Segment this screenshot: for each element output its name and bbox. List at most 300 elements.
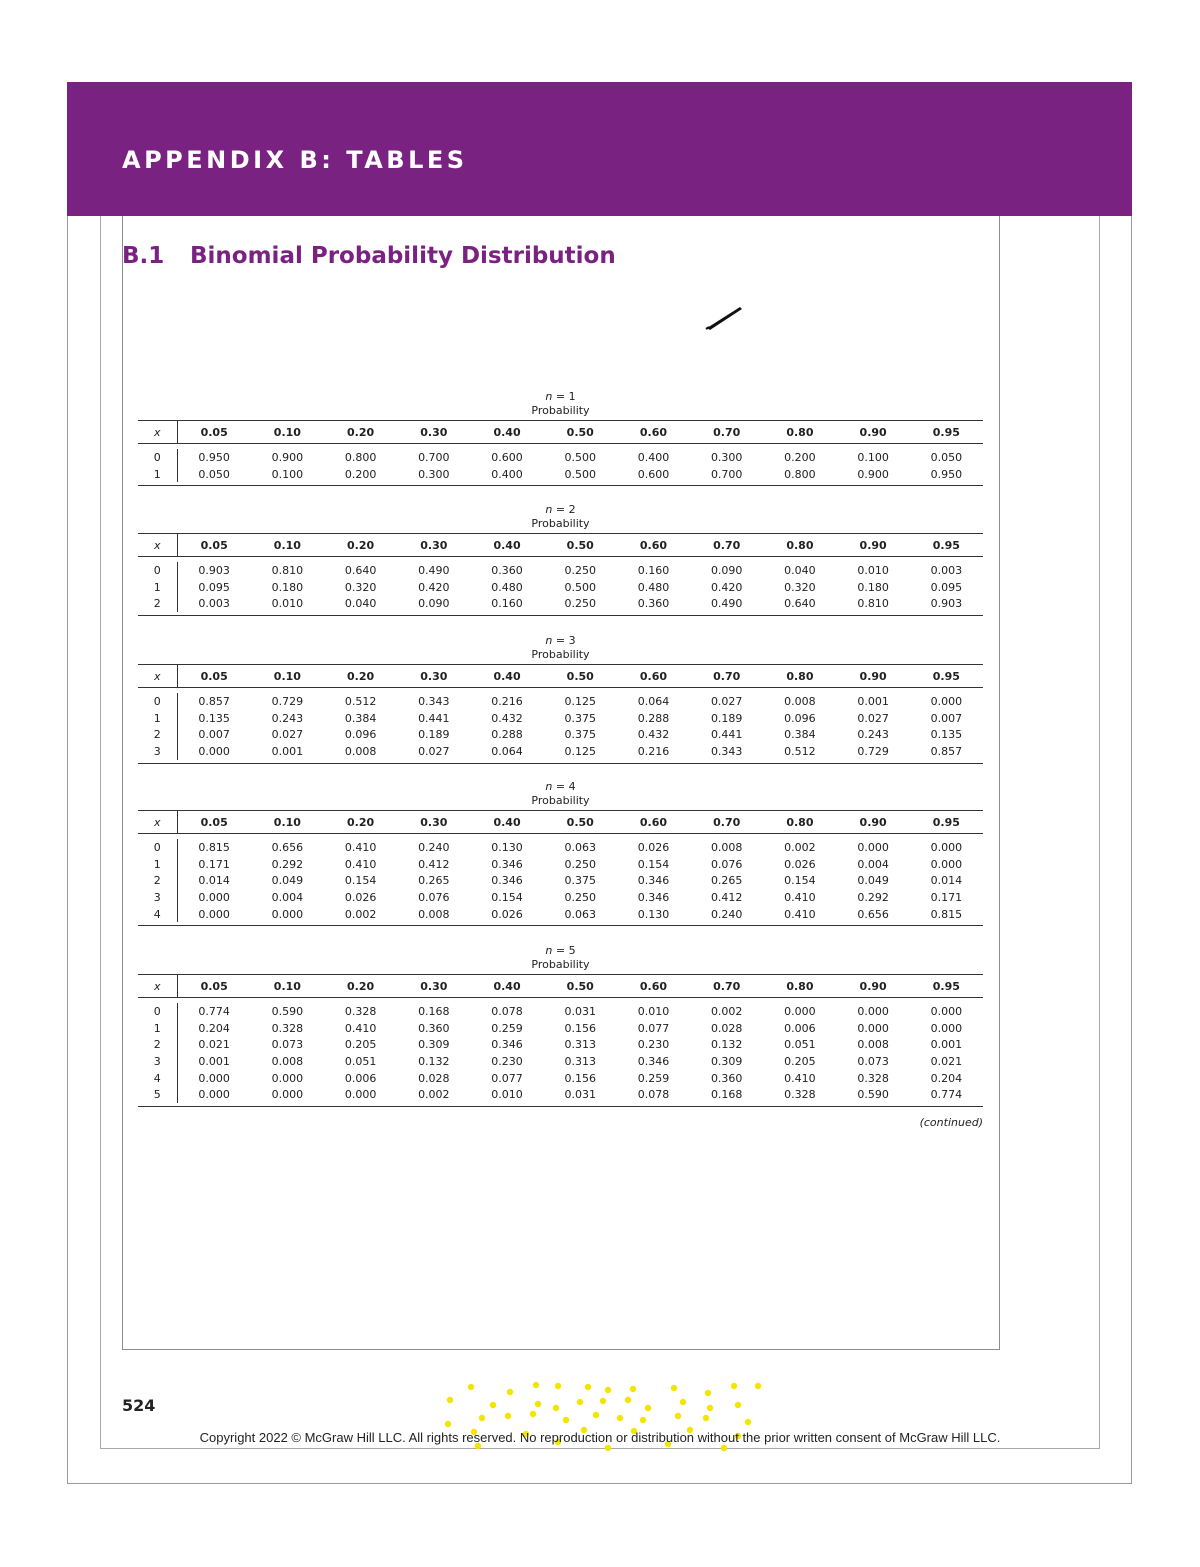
probability-column-header: 0.20 <box>347 669 375 683</box>
probability-cell: 0.171 <box>198 857 230 871</box>
probability-cell: 0.000 <box>930 694 963 708</box>
probability-cell: 0.007 <box>198 728 230 742</box>
yellow-dot <box>553 1405 559 1411</box>
n-value: = 5 <box>552 944 576 957</box>
probability-cell: 0.180 <box>271 580 304 594</box>
probability-cell: 0.810 <box>857 597 889 611</box>
table-grid <box>138 974 983 1107</box>
yellow-dot <box>555 1383 561 1389</box>
x-value-cell: 1 <box>138 579 178 596</box>
probability-cell: 0.028 <box>710 1021 743 1035</box>
probability-column-header: 0.20 <box>347 538 375 552</box>
probability-cell: 0.288 <box>637 711 670 725</box>
probability-cell: 0.360 <box>637 597 670 611</box>
probability-cell: 0.008 <box>271 1054 304 1068</box>
probability-cell: 0.346 <box>637 1054 670 1068</box>
probability-column-header: 0.05 <box>200 669 228 683</box>
probability-column-header: 0.40 <box>493 979 521 993</box>
yellow-dot <box>490 1402 496 1408</box>
x-column-header: x <box>138 534 178 556</box>
yellow-dot <box>630 1386 636 1392</box>
probability-cell: 0.096 <box>784 711 816 725</box>
probability-cell: 0.309 <box>418 1038 450 1052</box>
x-value-cell: 2 <box>138 872 178 889</box>
probability-cell: 0.292 <box>857 890 889 904</box>
probability-cell: 0.095 <box>930 580 963 594</box>
probability-column-header: 0.70 <box>713 669 741 683</box>
probability-cell: 0.250 <box>564 890 596 904</box>
probability-cell: 0.050 <box>930 450 963 464</box>
x-column-header: x <box>138 421 178 443</box>
probability-cell: 0.064 <box>491 744 523 758</box>
binomial-table <box>138 390 983 486</box>
yellow-dot <box>705 1390 711 1396</box>
probability-cell: 0.000 <box>198 1071 230 1085</box>
probability-cell: 0.006 <box>784 1021 816 1035</box>
probability-cell: 0.400 <box>637 450 670 464</box>
yellow-dot <box>735 1402 741 1408</box>
probability-cell: 0.480 <box>491 580 523 594</box>
probability-cell: 0.008 <box>344 744 377 758</box>
probability-cell: 0.026 <box>491 907 523 921</box>
probability-cell: 0.000 <box>857 1021 889 1035</box>
probability-cell: 0.343 <box>418 694 450 708</box>
n-label <box>138 944 983 958</box>
table-header-row <box>138 665 983 688</box>
probability-column-header: 0.40 <box>493 815 521 829</box>
x-value-cell: 1 <box>138 466 178 483</box>
probability-cell: 0.375 <box>564 711 596 725</box>
probability-cell: 0.073 <box>271 1038 304 1052</box>
probability-cell: 0.700 <box>710 467 743 481</box>
yellow-dot <box>671 1385 677 1391</box>
probability-cell: 0.950 <box>930 467 963 481</box>
probability-column-header: 0.10 <box>273 425 301 439</box>
table-row <box>138 1036 983 1053</box>
frame-inner-right-rule <box>1099 216 1100 1449</box>
table-row <box>138 889 983 906</box>
yellow-dot <box>645 1405 651 1411</box>
yellow-dot <box>721 1445 727 1451</box>
probability-cell: 0.125 <box>564 694 596 708</box>
table-grid <box>138 420 983 486</box>
yellow-dot <box>507 1389 513 1395</box>
probability-cell: 0.432 <box>637 728 670 742</box>
probability-cell: 0.346 <box>491 857 523 871</box>
probability-column-header: 0.05 <box>200 538 228 552</box>
probability-cell: 0.100 <box>857 450 889 464</box>
yellow-dot <box>731 1383 737 1389</box>
probability-cell: 0.216 <box>637 744 670 758</box>
yellow-dot <box>605 1445 611 1451</box>
yellow-dot <box>535 1401 541 1407</box>
probability-column-header: 0.60 <box>639 538 668 552</box>
probability-cell: 0.076 <box>710 857 743 871</box>
probability-cell: 0.729 <box>857 744 889 758</box>
probability-cell: 0.810 <box>271 563 304 577</box>
section-title: Binomial Probability Distribution <box>190 243 616 269</box>
probability-cell: 0.903 <box>198 563 230 577</box>
probability-cell: 0.189 <box>418 728 450 742</box>
table-row <box>138 579 983 596</box>
probability-column-header: 0.50 <box>566 538 594 552</box>
x-value-cell: 2 <box>138 726 178 743</box>
x-value-cell: 3 <box>138 743 178 760</box>
probability-cell: 0.027 <box>418 744 450 758</box>
probability-cell: 0.078 <box>491 1004 523 1018</box>
probability-cell: 0.216 <box>491 694 523 708</box>
probability-column-header: 0.60 <box>639 425 668 439</box>
table-body <box>138 688 983 763</box>
probability-cell: 0.900 <box>271 450 304 464</box>
probability-cell: 0.250 <box>564 563 596 577</box>
table-grid <box>138 664 983 764</box>
probability-cell: 0.154 <box>637 857 670 871</box>
table-header-row <box>138 421 983 444</box>
n-variable: n <box>545 944 553 957</box>
probability-cell: 0.375 <box>564 874 596 888</box>
probability-cell: 0.021 <box>930 1054 963 1068</box>
probability-cell: 0.410 <box>344 840 377 854</box>
probability-cell: 0.292 <box>271 857 304 871</box>
probability-cell: 0.160 <box>637 563 670 577</box>
probability-cell: 0.154 <box>344 874 377 888</box>
probability-cell: 0.903 <box>930 597 963 611</box>
probability-column-header: 0.50 <box>566 815 594 829</box>
probability-cell: 0.857 <box>198 694 230 708</box>
probability-column-header: 0.90 <box>859 815 887 829</box>
probability-cell: 0.500 <box>564 580 596 594</box>
probability-column-header: 0.05 <box>200 815 228 829</box>
table-row <box>138 693 983 710</box>
probability-column-header: 0.05 <box>200 979 228 993</box>
probability-cell: 0.189 <box>710 711 743 725</box>
probability-cell: 0.168 <box>710 1088 743 1102</box>
table-row <box>138 710 983 727</box>
probability-column-header: 0.40 <box>493 538 521 552</box>
probability-column-header: 0.95 <box>932 815 960 829</box>
table-row <box>138 1003 983 1020</box>
probability-cell: 0.320 <box>784 580 816 594</box>
yellow-dot <box>755 1383 761 1389</box>
probability-cell: 0.000 <box>930 857 963 871</box>
probability-cell: 0.204 <box>198 1021 230 1035</box>
probability-column-header: 0.70 <box>713 425 741 439</box>
yellow-dot <box>625 1397 631 1403</box>
probability-cell: 0.132 <box>418 1054 450 1068</box>
probability-cell: 0.640 <box>344 563 377 577</box>
probability-cell: 0.027 <box>710 694 743 708</box>
yellow-dot <box>617 1415 623 1421</box>
probability-cell: 0.490 <box>418 563 450 577</box>
table-row <box>138 839 983 856</box>
probability-column-header: 0.50 <box>566 979 594 993</box>
probability-cell: 0.000 <box>198 1088 230 1102</box>
probability-cell: 0.375 <box>564 728 596 742</box>
x-value-cell: 0 <box>138 1003 178 1020</box>
table-grid <box>138 533 983 616</box>
probability-cell: 0.096 <box>344 728 377 742</box>
probability-cell: 0.328 <box>271 1021 304 1035</box>
yellow-dot <box>563 1417 569 1423</box>
n-value: = 2 <box>552 503 576 516</box>
x-value-cell: 1 <box>138 856 178 873</box>
table-row <box>138 1070 983 1087</box>
probability-column-header: 0.95 <box>932 538 960 552</box>
n-label <box>138 390 983 404</box>
probability-column-header: 0.20 <box>347 815 375 829</box>
probability-cell: 0.090 <box>710 563 743 577</box>
binomial-table <box>138 634 983 764</box>
probability-cell: 0.490 <box>710 597 743 611</box>
probability-column-header: 0.50 <box>566 425 594 439</box>
x-value-cell: 3 <box>138 1053 178 1070</box>
probability-cell: 0.154 <box>491 890 523 904</box>
probability-cell: 0.026 <box>344 890 377 904</box>
probability-cell: 0.512 <box>784 744 816 758</box>
probability-cell: 0.774 <box>930 1088 963 1102</box>
x-value-cell: 1 <box>138 710 178 727</box>
probability-cell: 0.656 <box>271 840 304 854</box>
probability-cell: 0.003 <box>930 563 963 577</box>
probability-cell: 0.027 <box>857 711 889 725</box>
probability-cell: 0.004 <box>857 857 889 871</box>
probability-cell: 0.320 <box>344 580 377 594</box>
probability-cell: 0.640 <box>784 597 816 611</box>
probability-cell: 0.512 <box>344 694 377 708</box>
yellow-dot <box>675 1413 681 1419</box>
x-value-cell: 0 <box>138 839 178 856</box>
probability-cell: 0.026 <box>784 857 816 871</box>
probability-cell: 0.250 <box>564 597 596 611</box>
probability-cell: 0.007 <box>930 711 963 725</box>
probability-column-header: 0.80 <box>786 538 814 552</box>
probability-cell: 0.010 <box>271 597 304 611</box>
table-row <box>138 743 983 760</box>
probability-cell: 0.135 <box>930 728 963 742</box>
yellow-dot <box>600 1398 606 1404</box>
section-number: B.1 <box>122 243 165 269</box>
probability-cell: 0.346 <box>491 1038 523 1052</box>
binomial-table <box>138 944 983 1107</box>
probability-cell: 0.000 <box>930 840 963 854</box>
probability-cell: 0.240 <box>418 840 450 854</box>
table-grid <box>138 810 983 926</box>
probability-cell: 0.432 <box>491 711 523 725</box>
table-header-row <box>138 534 983 557</box>
probability-cell: 0.313 <box>564 1038 596 1052</box>
probability-cell: 0.800 <box>784 467 816 481</box>
probability-cell: 0.313 <box>564 1054 596 1068</box>
probability-cell: 0.328 <box>857 1071 889 1085</box>
probability-cell: 0.014 <box>198 874 230 888</box>
probability-cell: 0.412 <box>710 890 743 904</box>
probability-cell: 0.156 <box>564 1071 596 1085</box>
probability-cell: 0.000 <box>271 1088 304 1102</box>
probability-column-header: 0.60 <box>639 669 668 683</box>
probability-cell: 0.346 <box>637 890 670 904</box>
probability-cell: 0.240 <box>710 907 743 921</box>
probability-cell: 0.026 <box>637 840 670 854</box>
probability-column-header: 0.80 <box>786 425 814 439</box>
probability-column-header: 0.70 <box>713 979 741 993</box>
probability-cell: 0.171 <box>930 890 963 904</box>
probability-cell: 0.077 <box>637 1021 670 1035</box>
probability-column-header: 0.30 <box>420 979 448 993</box>
probability-label: Probability <box>531 517 590 530</box>
probability-cell: 0.073 <box>857 1054 889 1068</box>
probability-column-header: 0.10 <box>273 815 301 829</box>
table-body <box>138 557 983 615</box>
probability-cell: 0.168 <box>418 1004 450 1018</box>
yellow-dot <box>533 1382 539 1388</box>
n-value: = 3 <box>552 634 576 647</box>
probability-cell: 0.000 <box>930 1021 963 1035</box>
x-value-cell: 2 <box>138 595 178 612</box>
probability-cell: 0.590 <box>271 1004 304 1018</box>
probability-cell: 0.095 <box>198 580 230 594</box>
probability-cell: 0.950 <box>198 450 230 464</box>
table-row <box>138 1086 983 1103</box>
probability-cell: 0.000 <box>271 1071 304 1085</box>
probability-cell: 0.130 <box>491 840 523 854</box>
table-row <box>138 726 983 743</box>
continued-note: (continued) <box>919 1116 983 1129</box>
probability-cell: 0.000 <box>857 1004 889 1018</box>
n-label <box>138 634 983 648</box>
x-value-cell: 0 <box>138 693 178 710</box>
probability-cell: 0.040 <box>344 597 377 611</box>
probability-cell: 0.400 <box>491 467 523 481</box>
table-row <box>138 1053 983 1070</box>
x-value-cell: 0 <box>138 449 178 466</box>
probability-column-header: 0.90 <box>859 979 887 993</box>
probability-cell: 0.360 <box>710 1071 743 1085</box>
x-value-cell: 3 <box>138 889 178 906</box>
probability-cell: 0.001 <box>857 694 889 708</box>
probability-cell: 0.000 <box>784 1004 816 1018</box>
probability-cell: 0.001 <box>198 1054 230 1068</box>
probability-cell: 0.002 <box>344 907 377 921</box>
n-variable: n <box>545 390 553 403</box>
probability-column-header: 0.80 <box>786 979 814 993</box>
probability-cell: 0.010 <box>857 563 889 577</box>
probability-cell: 0.600 <box>637 467 670 481</box>
probability-cell: 0.002 <box>418 1088 450 1102</box>
binomial-table <box>138 780 983 926</box>
probability-cell: 0.309 <box>710 1054 743 1068</box>
probability-column-header: 0.60 <box>639 815 668 829</box>
probability-cell: 0.774 <box>198 1004 230 1018</box>
probability-cell: 0.410 <box>784 1071 816 1085</box>
section-heading <box>122 243 616 269</box>
probability-cell: 0.027 <box>271 728 304 742</box>
yellow-dot <box>468 1384 474 1390</box>
probability-cell: 0.010 <box>637 1004 670 1018</box>
probability-cell: 0.028 <box>418 1071 450 1085</box>
yellow-dot <box>703 1415 709 1421</box>
probability-cell: 0.265 <box>418 874 450 888</box>
probability-column-header: 0.30 <box>420 669 448 683</box>
probability-cell: 0.154 <box>784 874 816 888</box>
probability-cell: 0.259 <box>637 1071 670 1085</box>
yellow-dot <box>530 1411 536 1417</box>
x-column-header: x <box>138 975 178 997</box>
yellow-dot <box>447 1397 453 1403</box>
probability-cell: 0.200 <box>344 467 377 481</box>
probability-cell: 0.815 <box>930 907 963 921</box>
probability-cell: 0.090 <box>418 597 450 611</box>
probability-cell: 0.130 <box>637 907 670 921</box>
probability-cell: 0.700 <box>418 450 450 464</box>
n-variable: n <box>545 503 553 516</box>
probability-cell: 0.000 <box>930 1004 963 1018</box>
probability-column-header: 0.95 <box>932 669 960 683</box>
table-row <box>138 872 983 889</box>
probability-cell: 0.410 <box>344 857 377 871</box>
probability-cell: 0.729 <box>271 694 304 708</box>
yellow-dot <box>593 1412 599 1418</box>
probability-cell: 0.002 <box>784 840 816 854</box>
probability-cell: 0.031 <box>564 1004 596 1018</box>
probability-cell: 0.230 <box>491 1054 523 1068</box>
probability-cell: 0.857 <box>930 744 963 758</box>
probability-cell: 0.008 <box>710 840 743 854</box>
probability-cell: 0.200 <box>784 450 816 464</box>
table-row <box>138 906 983 923</box>
probability-cell: 0.003 <box>198 597 230 611</box>
probability-cell: 0.156 <box>564 1021 596 1035</box>
probability-column-header: 0.10 <box>273 979 301 993</box>
probability-cell: 0.384 <box>784 728 816 742</box>
probability-cell: 0.000 <box>857 840 889 854</box>
probability-cell: 0.021 <box>198 1038 230 1052</box>
probability-cell: 0.420 <box>710 580 743 594</box>
probability-cell: 0.004 <box>271 890 304 904</box>
probability-cell: 0.420 <box>418 580 450 594</box>
probability-column-header: 0.40 <box>493 425 521 439</box>
probability-cell: 0.480 <box>637 580 670 594</box>
x-column-header: x <box>138 665 178 687</box>
probability-cell: 0.002 <box>710 1004 743 1018</box>
probability-cell: 0.008 <box>784 694 816 708</box>
probability-cell: 0.000 <box>344 1088 377 1102</box>
probability-cell: 0.076 <box>418 890 450 904</box>
x-value-cell: 0 <box>138 562 178 579</box>
probability-column-header: 0.80 <box>786 815 814 829</box>
probability-cell: 0.160 <box>491 597 523 611</box>
x-value-cell: 4 <box>138 906 178 923</box>
n-variable: n <box>545 780 553 793</box>
table-row <box>138 449 983 466</box>
probability-cell: 0.230 <box>637 1038 670 1052</box>
probability-column-header: 0.80 <box>786 669 814 683</box>
yellow-dot <box>745 1419 751 1425</box>
page-number: 524 <box>122 1396 156 1415</box>
probability-cell: 0.000 <box>198 744 230 758</box>
probability-column-header: 0.30 <box>420 425 448 439</box>
table-header-row <box>138 811 983 834</box>
probability-cell: 0.135 <box>198 711 230 725</box>
table-body <box>138 834 983 925</box>
x-value-cell: 2 <box>138 1036 178 1053</box>
probability-label: Probability <box>531 404 590 417</box>
probability-column-header: 0.20 <box>347 979 375 993</box>
probability-cell: 0.008 <box>418 907 450 921</box>
probability-cell: 0.384 <box>344 711 377 725</box>
probability-cell: 0.441 <box>710 728 743 742</box>
probability-cell: 0.410 <box>784 907 816 921</box>
